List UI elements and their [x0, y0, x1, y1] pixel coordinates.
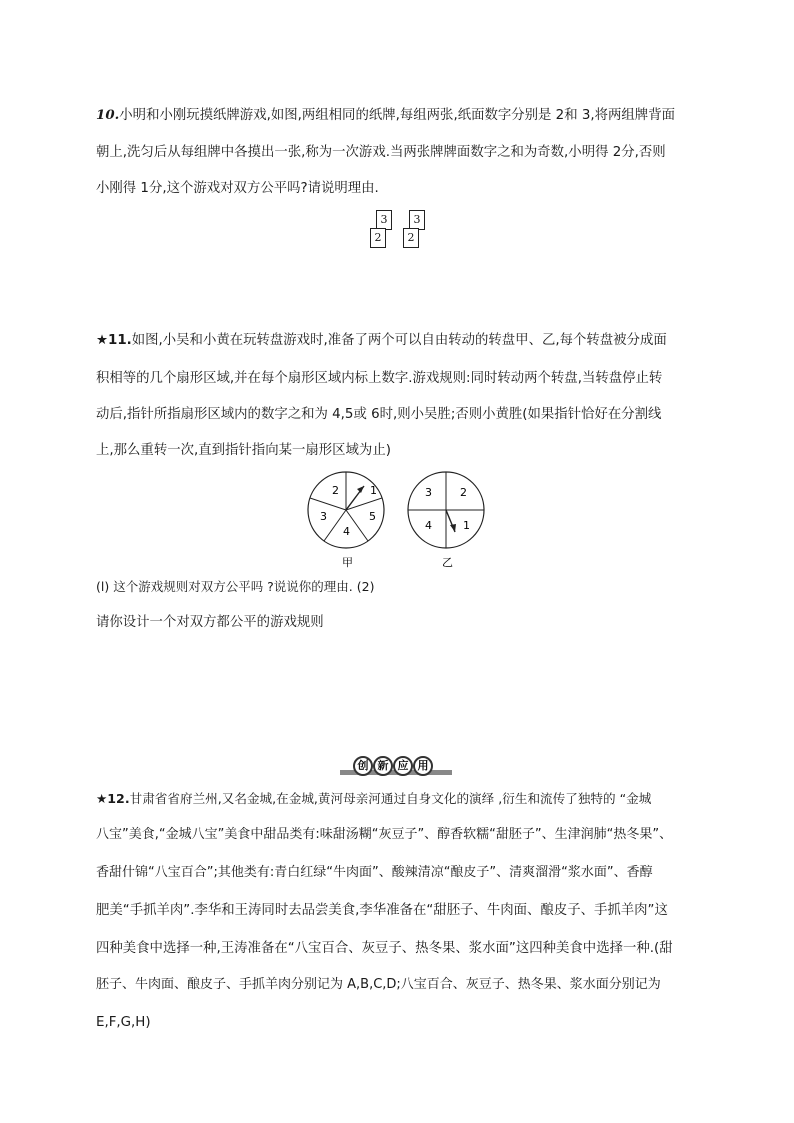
q12-line-4: 肥美“手抓羊肉”.李华和王涛同时去品尝美食,李华准备在“甜胚子、牛肉面、酿皮子、手抓羊肉”这 — [96, 903, 668, 918]
q11-subquestion-1: (l) 这个游戏规则对双方公平吗 ?说说你的理由. (2) — [96, 579, 375, 594]
card-back-left: 3 — [376, 210, 392, 230]
q10-number: 10. — [96, 107, 120, 123]
banner-char-4: 用 — [413, 756, 433, 776]
q11-line-3: 动后,指针所指扇形区域内的数字之和为 4,5或 6时,则小吴胜;否则小黄胜(如果指针恰好在分割线 — [96, 407, 662, 422]
jia-sector-4: 4 — [343, 525, 350, 538]
jia-label: 甲 — [342, 556, 353, 569]
yi-sector-1: 1 — [463, 519, 470, 532]
q11-line-2: 积相等的几个扇形区域,并在每个扇形区域内标上数字.游戏规则:同时转动两个转盘,当转盘停止转 — [96, 371, 663, 386]
q11-marker: ★11. — [96, 333, 132, 348]
card-back-right: 3 — [409, 210, 425, 230]
jia-sector-1: 1 — [370, 484, 377, 497]
q10-line-2: 朝上,洗匀后从每组牌中各摸出一张,称为一次游戏.当两张牌牌面数字之和为奇数,小明得 2分,否则 — [96, 145, 666, 160]
spinner-yi — [408, 472, 484, 569]
spinner-jia — [308, 472, 384, 569]
yi-sector-4: 4 — [425, 519, 432, 532]
jia-sector-3: 3 — [320, 510, 327, 523]
yi-sector-2: 2 — [460, 486, 467, 499]
q11-line-1: ★11.如图,小吴和小黄在玩转盘游戏时,准备了两个可以自由转动的转盘甲、乙,每个转盘被分成面 — [96, 333, 667, 348]
section-banner-innovation — [353, 756, 433, 776]
yi-sector-3: 3 — [425, 486, 432, 499]
q11-line-4: 上,那么重转一次,直到指针指向某一扇形区域为止) — [96, 443, 391, 458]
banner-char-1: 创 — [353, 756, 373, 776]
jia-sector-5: 5 — [369, 510, 376, 523]
q12-line-6: 胚子、牛肉面、酿皮子、手抓羊肉分别记为 A,B,C,D;八宝百合、灰豆子、热冬果、浆水面分别记为 — [96, 977, 661, 992]
q10-line-1: 10.小明和小刚玩摸纸牌游戏,如图,两组相同的纸牌,每组两张,纸面数字分别是 2和 3,将两组牌背面 — [96, 107, 675, 123]
jia-sector-2: 2 — [332, 484, 339, 497]
q12-marker: ★12. — [96, 791, 130, 806]
q10-line-3: 小刚得 1分,这个游戏对双方公平吗?请说明理由. — [96, 181, 379, 196]
yi-label: 乙 — [442, 556, 453, 569]
banner-char-3: 应 — [393, 756, 413, 776]
card-front-left: 2 — [370, 228, 386, 248]
q12-line-2: 八宝”美食,“金城八宝”美食中甜品类有:味甜汤糊“灰豆子”、醇香软糯“甜胚子”、生津润肺“热冬果”、 — [96, 827, 673, 842]
q12-line-7: E,F,G,H) — [96, 1015, 151, 1030]
banner-char-2: 新 — [373, 756, 393, 776]
q12-line-1: ★12.甘肃省省府兰州,又名金城,在金城,黄河母亲河通过自身文化的演绎 ,衍生和流传了独特的 “金城 — [96, 791, 652, 806]
q12-line-3: 香甜什锦“八宝百合”;其他类有:青白红绿“牛肉面”、酸辣清凉“酿皮子”、清爽溜滑“浆水面”、香醇 — [96, 865, 653, 880]
q11-subquestion-2: 请你设计一个对双方都公平的游戏规则 — [96, 615, 324, 630]
spinner-figure — [300, 468, 500, 570]
q12-line-5: 四种美食中选择一种,王涛准备在“八宝百合、灰豆子、热冬果、浆水面”这四种美食中选择一种.(甜 — [96, 941, 673, 956]
card-front-right: 2 — [403, 228, 419, 248]
